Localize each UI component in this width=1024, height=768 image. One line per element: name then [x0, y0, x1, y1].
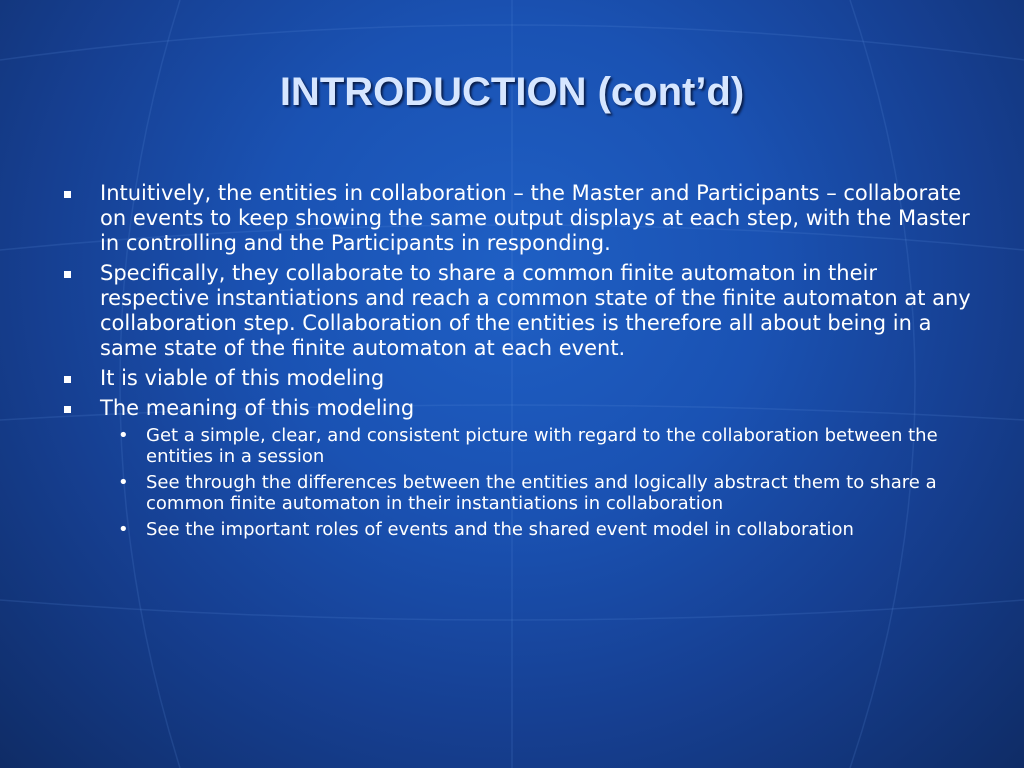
slide-content [58, 181, 973, 545]
sub-bullet-text: Get a simple, clear, and consistent picture with regard to the collaboration between the entities in a session [146, 425, 938, 467]
sub-bullet-item [100, 472, 973, 514]
bullet-text: Intuitively, the entities in collaboration – the Master and Participants – collaborate on events to keep showing the same output displays at each step, with the Master in controlling and the Participants in responding. [100, 181, 970, 255]
square-bullet-icon [64, 191, 71, 198]
square-bullet-icon [64, 271, 71, 278]
slide-title: INTRODUCTION (cont’d) [279, 70, 745, 114]
bullet-text: Specifically, they collaborate to share a common finite automaton in their respective instantiations and reach a common state of the finite automaton at any collaboration step. Collaboration of the entities is therefore all about being in a same state of the finite automaton at each event. [100, 261, 971, 360]
bullet-list [58, 181, 973, 540]
sub-bullet-list [100, 425, 973, 540]
dot-bullet-icon: • [118, 519, 129, 540]
bullet-text: The meaning of this modeling [100, 396, 415, 420]
bullet-item [58, 396, 973, 540]
dot-bullet-icon: • [118, 425, 129, 446]
sub-bullet-item [100, 519, 973, 540]
sub-bullet-item [100, 425, 973, 467]
sub-bullet-text: See through the differences between the entities and logically abstract them to share a common finite automaton in their instantiations in collaboration [146, 472, 937, 514]
bullet-item [58, 366, 973, 391]
square-bullet-icon [64, 376, 71, 383]
sub-bullet-text: See the important roles of events and the shared event model in collaboration [146, 519, 854, 540]
dot-bullet-icon: • [118, 472, 129, 493]
bullet-item [58, 181, 973, 256]
bullet-text: It is viable of this modeling [100, 366, 385, 390]
bullet-item [58, 261, 973, 361]
square-bullet-icon [64, 406, 71, 413]
